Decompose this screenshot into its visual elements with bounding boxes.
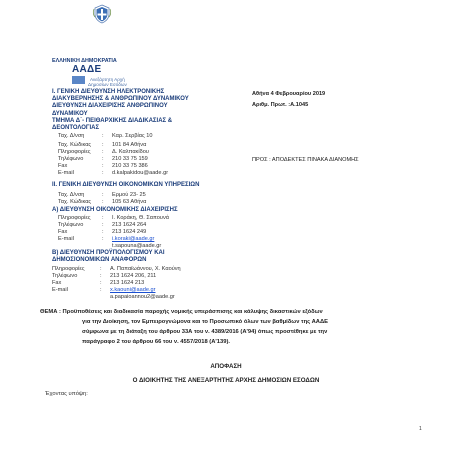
contact-row: Ταχ. Δ/νση : Καρ. Σερβίας 10 (58, 133, 153, 139)
contact-row: E-mail : d.kalpakidou@aade.gr (58, 170, 169, 177)
subject-line: παράγραφο 2 του άρθρου 66 του ν. 4557/2018 (Α'139). (82, 339, 231, 345)
contact-row: a.papaioannou2@aade.gr (110, 294, 175, 301)
date-line: Αθήνα 4 Φεβρουαρίου 2019 (252, 91, 326, 97)
contact-block-2 (58, 192, 146, 206)
contact-row: Fax : 213 1624 213 (52, 280, 145, 287)
general-directorate-1-title: Ι. ΓΕΝΙΚΗ ΔΙΕΥΘΥΝΣΗ ΗΛΕΚΤΡΟΝΙΚΗΣ ΔΙΑΚΥΒΕΡΝΗΣΗΣ & ΑΝΘΡΩΠΙΝΟΥ ΔΥΝΑΜΙΚΟΥ ΔΙΕΥΘΥΝΣΗ ΔΙΑΧΕΙΡΙΣΗΣ ΑΝΘΡΩΠΙΝΟΥ ΔΥΝΑΜΙΚΟΥ ΤΜΗΜΑ Δ΄- ΠΕΙΘΑΡΧΙΚΗΣ ΔΙΑΔΙΚΑΣΙΑΣ & ΔΕΟΝΤΟΛΟΓΙΑΣ (52, 89, 189, 132)
contact-block-a (58, 215, 169, 250)
contact-row: Τηλέφωνο : 210 33 75 159 (58, 156, 148, 163)
contact-block-b (52, 266, 181, 301)
decision-title: ΑΠΟΦΑΣΗ (210, 363, 242, 370)
page-number: 1 (419, 426, 422, 432)
general-directorate-2-title: ΙΙ. ΓΕΝΙΚΗ ΔΙΕΥΘΥΝΣΗ ΟΙΚΟΝΟΜΙΚΩΝ ΥΠΗΡΕΣΙΩΝ (52, 182, 200, 188)
subject-line: για την Διοίκηση, τον Εμπειρογνώμονα και το Προσωπικό όλων των βαθμίδων της ΑΑΔΕ (82, 319, 328, 325)
directorate-a-title: Α) ΔΙΕΥΘΥΝΣΗ ΟΙΚΟΝΟΜΙΚΗΣ ΔΙΑΧΕΙΡΙΣΗΣ (52, 207, 178, 213)
having-regard: Έχοντας υπόψη: (45, 391, 88, 397)
email-link[interactable]: i.koraki@aade.gr (112, 236, 155, 243)
contact-row: Ταχ. Κώδικας : 105 63 Αθήνα (58, 199, 147, 206)
contact-row: Τηλέφωνο : 213 1624 206, 211 (52, 273, 157, 280)
contact-row: Πληροφορίες : Α. Παπαϊωάννου, Χ. Καούνη (52, 266, 181, 272)
contact-row: E-mail : x.kaouni@aade.gr (52, 287, 156, 294)
contact-row: Πληροφορίες : Ι. Κοράκη, Θ. Σαπουνά (58, 215, 169, 221)
country-name: ΕΛΛΗΝΙΚΗ ΔΗΜΟΚΡΑΤΙΑ (52, 58, 117, 64)
recipients-line: ΠΡΟΣ : ΑΠΟΔΕΚΤΕΣ ΠΙΝΑΚΑ ΔΙΑΝΟΜΗΣ (252, 157, 359, 163)
contact-row: Ταχ. Κώδικας : 101 84 Αθήνα (58, 142, 147, 149)
contact-row: Τηλέφωνο : 213 1624 264 (58, 222, 147, 229)
aade-logo-text: ΑΑΔΕ (72, 64, 102, 75)
contact-block-1 (58, 133, 168, 178)
contact-row: E-mail : i.koraki@aade.gr (58, 236, 155, 243)
decision-authority: Ο ΔΙΟΙΚΗΤΗΣ ΤΗΣ ΑΝΕΞΑΡΤΗΤΗΣ ΑΡΧΗΣ ΔΗΜΟΣΙΩΝ ΕΣΟΔΩΝ (132, 377, 320, 384)
subject-line: ΘΕΜΑ : Προϋποθέσεις και διαδικασία παροχής νομικής υπεράσπισης και κάλυψης δικαστικών εξόδων (40, 309, 323, 315)
contact-row: Fax : 213 1624 249 (58, 229, 147, 236)
subject-line: σύμφωνα με τη διάταξη του άρθρου 33Α του ν. 4389/2016 (Α'94) όπως προστέθηκε με την (82, 329, 328, 335)
contact-row: Fax : 210 33 75 386 (58, 163, 148, 170)
contact-row: t.sapouna@aade.gr (112, 243, 162, 250)
protocol-number: Αριθμ. Πρωτ. :Α.1045 (252, 102, 309, 108)
greek-emblem-icon (92, 4, 112, 24)
aade-logo-mark (72, 76, 85, 84)
directorate-b-title: Β) ΔΙΕΥΘΥΝΣΗ ΠΡΟΫΠΟΛΟΓΙΣΜΟΥ ΚΑΙ ΔΗΜΟΣΙΟΝΟΜΙΚΩΝ ΑΝΑΦΟΡΩΝ (52, 250, 165, 264)
contact-row: Πληροφορίες : Δ. Καλπακίδου (58, 149, 149, 156)
contact-row: Ταχ. Δ/νση : Ερμού 23- 25 (58, 192, 146, 198)
email-link[interactable]: x.kaouni@aade.gr (110, 287, 156, 294)
aade-logo-subtitle: Ανεξάρτητη Αρχή Δημοσίων Εσόδων (88, 77, 127, 87)
